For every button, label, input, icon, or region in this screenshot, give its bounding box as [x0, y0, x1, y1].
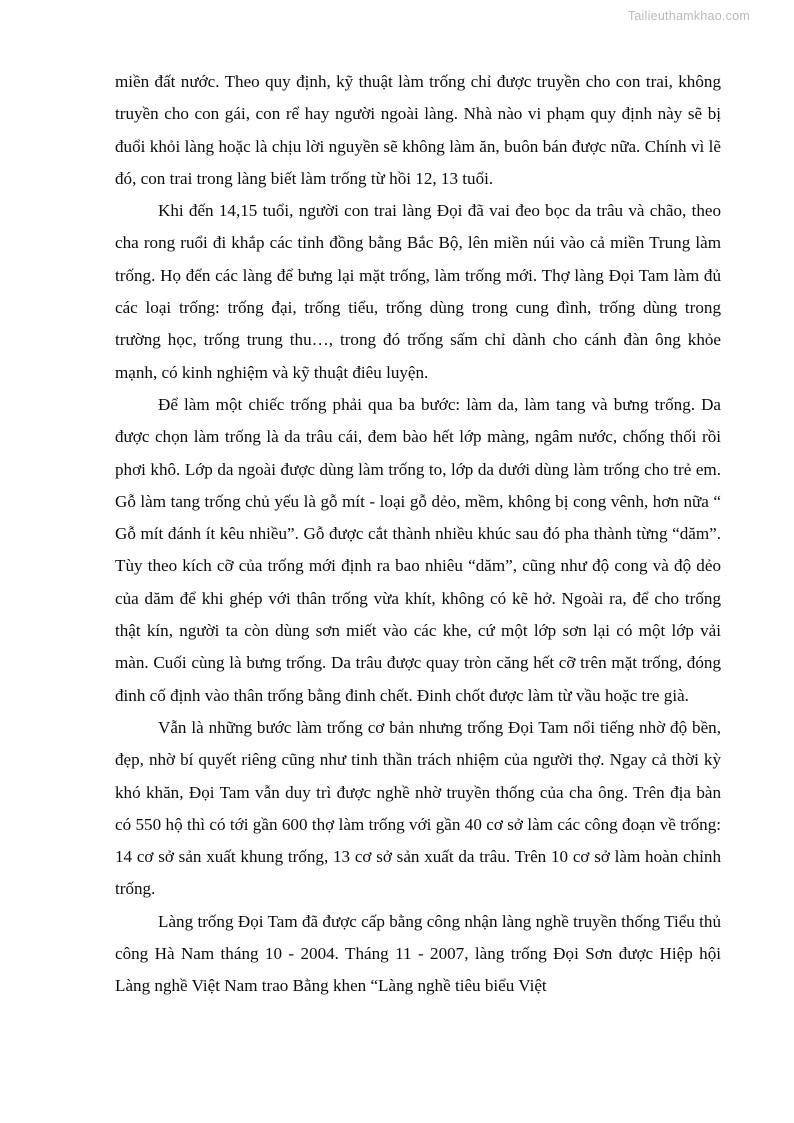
document-text-column [115, 66, 721, 1003]
paragraph-5: Làng trống Đọi Tam đã được cấp bằng công nhận làng nghề truyền thống Tiểu thủ công Hà Nam tháng 10 - 2004. Tháng 11 - 2007, làng trống Đọi Sơn được Hiệp hội Làng nghề Việt Nam trao Bằng khen “Làng nghề tiêu biểu Việt [115, 911, 721, 996]
paragraph-2: Khi đến 14,15 tuổi, người con trai làng Đọi đã vai đeo bọc da trâu và chão, theo cha rong ruổi đi khắp các tỉnh đồng bằng Bắc Bộ, lên miền núi vào cả miền Trung làm trống. Họ đến các làng để bưng lại mặt trống, làm trống mới. Thợ làng Đọi Tam làm đủ các loại trống: trống đại, trống tiểu, trống dùng trong cung đình, trống dùng trong trường học, trống trung thu…, trong đó trống sấm chỉ dành cho cánh đàn ông khỏe mạnh, có kinh nghiệm và kỹ thuật điêu luyện. [115, 201, 721, 382]
paragraph-1: miền đất nước. Theo quy định, kỹ thuật làm trống chỉ được truyền cho con trai, không truyền cho con gái, con rể hay người ngoài làng. Nhà nào vi phạm quy định này sẽ bị đuổi khỏi làng hoặc là chịu lời nguyền sẽ không làm ăn, buôn bán được nữa. Chính vì lẽ đó, con trai trong làng biết làm trống từ hồi 12, 13 tuổi. [115, 72, 721, 188]
paragraph-3: Để làm một chiếc trống phải qua ba bước: làm da, làm tang và bưng trống. Da được chọn làm trống là da trâu cái, đem bào hết lớp màng, ngâm nước, chống thối rồi phơi khô. Lớp da ngoài được dùng làm trống to, lớp da dưới dùng làm trống cho trẻ em. Gỗ làm tang trống chủ yếu là gỗ mít - loại gỗ dẻo, mềm, không bị cong vênh, hơn nữa “ Gỗ mít đánh ít kêu nhiều”. Gỗ được cắt thành nhiều khúc sau đó pha thành từng “dăm”. Tùy theo kích cỡ của trống mới định ra bao nhiêu “dăm”, cũng như độ cong và độ dẻo của dăm để khi ghép với thân trống vừa khít, không có kẽ hở. Ngoài ra, để cho trống thật kín, người ta còn dùng sơn miết vào các khe, cứ một lớp sơn lại có một lớp vải màn. Cuối cùng là bưng trống. Da trâu được quay tròn căng hết cỡ trên mặt trống, đóng đinh cố định vào thân trống bằng đinh chết. Đinh chốt được làm từ vầu hoặc tre già. [115, 394, 721, 705]
watermark-text: Tailieuthamkhao.com [627, 9, 750, 23]
paragraph-4: Vẫn là những bước làm trống cơ bản nhưng trống Đọi Tam nổi tiếng nhờ độ bền, đẹp, nhờ bí quyết riêng cũng như tinh thần trách nhiệm của người thợ. Ngay cả thời kỳ khó khăn, Đọi Tam vẫn duy trì được nghề nhờ truyền thống của cha ông. Trên địa bàn có 550 hộ thì có tới gần 600 thợ làm trống với gần 40 cơ sở làm các công đoạn về trống: 14 cơ sở sản xuất khung trống, 13 cơ sở sản xuất da trâu. Trên 10 cơ sở làm hoàn chỉnh trống. [115, 717, 721, 899]
